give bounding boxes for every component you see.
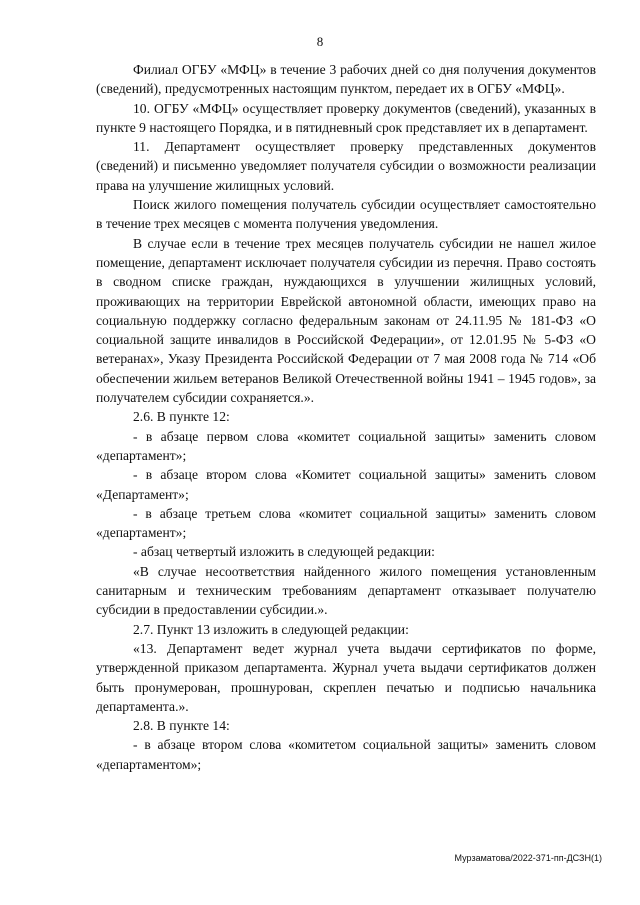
page-number: 8 — [316, 34, 324, 49]
paragraph: «13. Департамент ведет журнал учета выдачи сертификатов по форме, утвержденной приказом департамента. Журнал учета выдачи сертификатов должен быть пронумерован, прошнурован, скреплен печатью и подписью начальника департамента.». — [96, 640, 596, 714]
footer-code: Мурзаматова/2022-371-пп-ДСЗН(1) — [454, 853, 602, 863]
paragraph: - в абзаце втором слова «комитетом социальной защиты» заменить словом «департаментом»; — [96, 737, 596, 772]
paragraph: - абзац четвертый изложить в следующей редакции: — [133, 544, 435, 560]
paragraph: Филиал ОГБУ «МФЦ» в течение 3 рабочих дней со дня получения документов (сведений), предусмотренных настоящим пунктом, передает их в ОГБУ «МФЦ». — [96, 62, 596, 97]
paragraph: «В случае несоответствия найденного жилого помещения установленным санитарным и техническим требованиям департамент отказывает получателю субсидии в предоставлении субсидии.». — [96, 563, 596, 618]
document-body — [96, 60, 596, 774]
paragraph: 10. ОГБУ «МФЦ» осуществляет проверку документов (сведений), указанных в пункте 9 настоящего Порядка, и в пятидневный срок представляет их в департамент. — [96, 100, 596, 135]
paragraph: - в абзаце первом слова «комитет социальной защиты» заменить словом «департамент»; — [96, 428, 596, 463]
paragraph: 11. Департамент осуществляет проверку представленных документов (сведений) и письменно уведомляет получателя субсидии о возможности реализации права на улучшение жилищных условий. — [96, 139, 596, 193]
paragraph: - в абзаце втором слова «Комитет социальной защиты» заменить словом «Департамент»; — [96, 467, 596, 502]
paragraph: В случае если в течение трех месяцев получатель субсидии не нашел жилое помещение, департамент исключает получателя субсидии из перечня. Право состоять в сводном списке граждан, нуждающихся в улучшении жилищных условий, проживающих на территории Еврейской автономной области, имеющих право на социальную поддержку согласно федеральным законам от 24.11.95 № 181-ФЗ «О социальной защите инвалидов в Российской Федерации», от 12.01.95 № 5-ФЗ «О ветеранах», Указу Президента Российской Федерации от 7 мая 2008 года № 714 «Об обеспечении жильем ветеранов Великой Отечественной войны 1941 – 1945 годов», за получателем субсидии сохраняется.». — [96, 235, 596, 406]
paragraph: Поиск жилого помещения получатель субсидии осуществляет самостоятельно в течение трех месяцев с момента получения уведомления. — [96, 197, 596, 232]
paragraph: 2.6. В пункте 12: — [133, 409, 230, 425]
paragraph: 2.8. В пункте 14: — [133, 718, 230, 734]
paragraph: 2.7. Пункт 13 изложить в следующей редакции: — [133, 621, 409, 637]
paragraph: - в абзаце третьем слова «комитет социальной защиты» заменить словом «департамент»; — [96, 505, 596, 541]
